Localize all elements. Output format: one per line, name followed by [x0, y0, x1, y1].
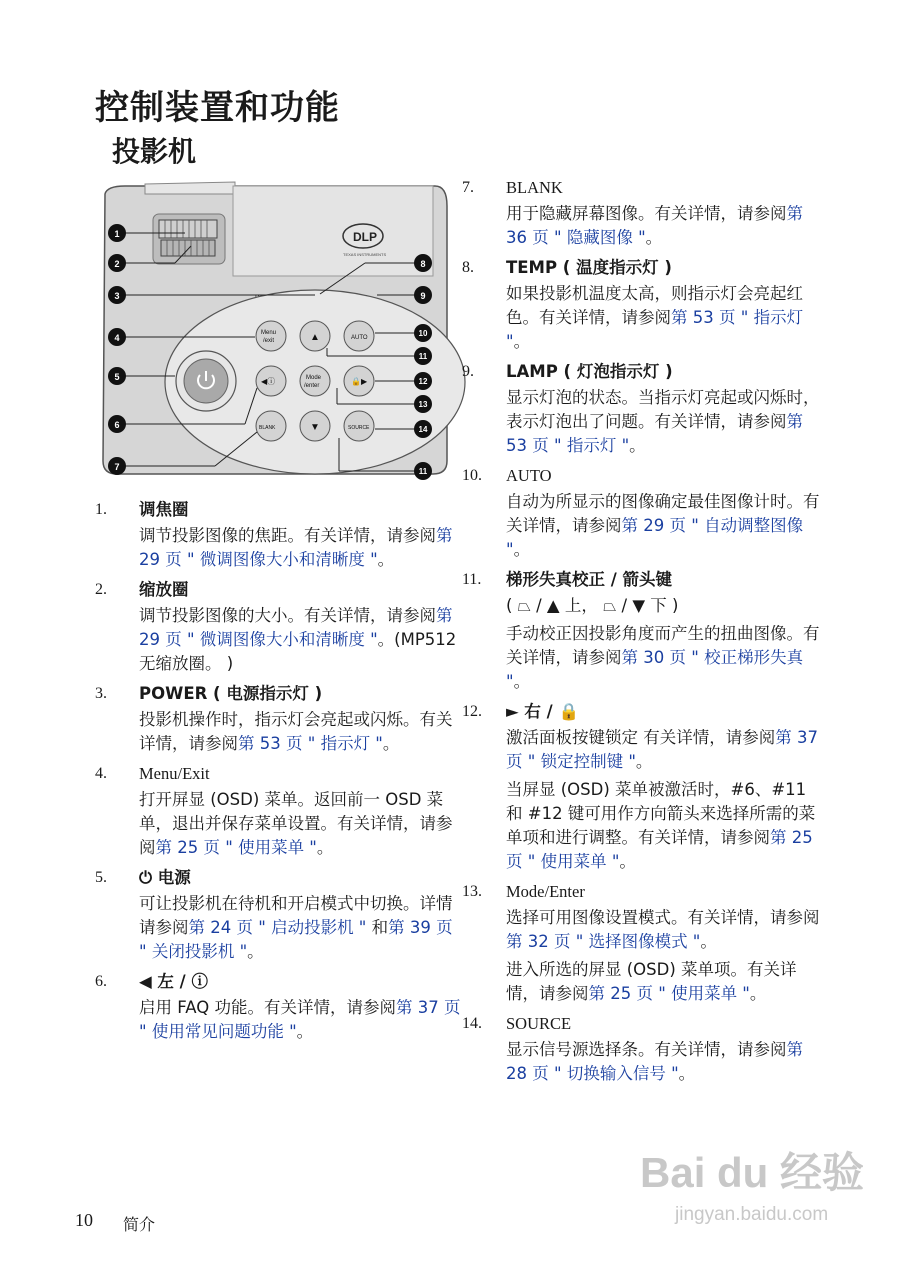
- item-description: [139, 708, 465, 756]
- svg-text:11: 11: [418, 467, 428, 476]
- description-text: 。: [513, 540, 531, 559]
- item-number: 14.: [462, 1015, 482, 1032]
- svg-text:12: 12: [418, 377, 428, 386]
- item-title: ◀ 左 / ⓘ: [139, 972, 208, 991]
- description-text: 进入所选的屏显 (OSD) 菜单项。有关详情，请参阅: [506, 960, 797, 1003]
- cross-reference-link[interactable]: 第 53 页 " 指示灯 ": [506, 412, 803, 455]
- description-text: 调节投影图像的大小。有关详情，请参阅: [139, 606, 436, 625]
- item-description: [139, 892, 465, 964]
- description-text: 自动为所显示的图像确定最佳图像计时。有关详情，请参阅: [506, 492, 820, 535]
- description-text: ( ⏢ / ▲ 上， ⏢ / ▼ 下 ): [506, 596, 679, 615]
- svg-text:Menu: Menu: [261, 330, 277, 336]
- list-item: [95, 970, 465, 1044]
- item-description: [506, 202, 822, 250]
- svg-text:/exit: /exit: [263, 338, 275, 344]
- item-title: ► 右 / 🔒: [506, 702, 579, 721]
- description-text: 。(MP512 无缩放圈。 ): [139, 630, 457, 673]
- svg-text:5: 5: [114, 372, 120, 382]
- left-column: [95, 498, 465, 1050]
- item-number: 7.: [462, 179, 474, 196]
- svg-text:11: 11: [418, 352, 428, 361]
- description-text: 。: [749, 984, 767, 1003]
- menu-exit-button[interactable]: [256, 321, 286, 351]
- cross-reference-link[interactable]: 第 36 页 " 隐藏图像 ": [506, 204, 803, 247]
- right-column: [462, 176, 822, 1092]
- cross-reference-link[interactable]: 第 29 页 " 自动调整图像 ": [506, 516, 804, 559]
- item-number: 8.: [462, 259, 474, 276]
- keystone-down-button[interactable]: [300, 411, 330, 441]
- description-text: 当屏显 (OSD) 菜单被激活时，#6、#11 和 #12 键可用作方向箭头来选择所需的菜单项和进行调整。有关详情，请参阅: [506, 780, 816, 847]
- svg-text:SOURCE: SOURCE: [348, 425, 370, 431]
- list-item: [95, 578, 465, 676]
- item-description: [506, 726, 822, 774]
- description-text: 。: [629, 436, 646, 455]
- watermark-url: jingyan.baidu.com: [675, 1204, 829, 1225]
- item-title: 缩放圈: [139, 580, 189, 599]
- description-text: 调节投影图像的焦距。有关详情，请参阅: [139, 526, 436, 545]
- ti-logo-text: TEXAS INSTRUMENTS: [343, 252, 387, 257]
- cross-reference-link[interactable]: 第 28 页 " 切换输入信号 ": [506, 1040, 803, 1083]
- svg-text:7: 7: [114, 462, 120, 472]
- cross-reference-link[interactable]: 第 53 页 " 指示灯 ": [238, 734, 383, 753]
- svg-text:BLANK: BLANK: [259, 425, 276, 431]
- description-text: 。: [247, 942, 264, 961]
- list-item: [95, 682, 465, 756]
- page-subheading: 投影机: [112, 135, 197, 168]
- cross-reference-link[interactable]: 第 25 页 " 使用菜单 ": [506, 828, 813, 871]
- item-title: ⏻ 电源: [139, 868, 191, 887]
- svg-text:/enter: /enter: [304, 383, 320, 389]
- description-text: 。: [377, 550, 395, 569]
- item-number: 1.: [95, 501, 107, 518]
- item-title: BLANK: [506, 178, 563, 197]
- item-description: [506, 622, 822, 694]
- cross-reference-link[interactable]: 第 25 页 " 使用菜单 ": [155, 838, 317, 857]
- item-number: 13.: [462, 883, 482, 900]
- cross-reference-link[interactable]: 第 24 页 " 启动投影机 ": [188, 918, 367, 937]
- item-number: 10.: [462, 467, 482, 484]
- auto-button[interactable]: [344, 321, 374, 351]
- item-number: 2.: [95, 581, 107, 598]
- keystone-up-button[interactable]: [300, 321, 330, 351]
- list-item: [462, 360, 822, 458]
- item-title: 调焦圈: [139, 500, 189, 519]
- description-text: 激活面板按键锁定 有关详情，请参阅: [506, 728, 776, 747]
- cross-reference-link[interactable]: 第 32 页 " 选择图像模式 ": [506, 932, 701, 951]
- item-title: POWER ( 电源指示灯 ): [139, 684, 323, 703]
- cross-reference-link[interactable]: 第 37 页 " 使用常见问题功能 ": [139, 998, 461, 1041]
- projector-control-diagram: [95, 176, 475, 484]
- cross-reference-link[interactable]: 第 29 页 " 微调图像大小和清晰度 ": [139, 606, 453, 649]
- power-button[interactable]: [176, 351, 236, 411]
- description-text: 。: [645, 228, 663, 247]
- description-text: 选择可用图像设置模式。有关详情，请参阅: [506, 908, 820, 927]
- cross-reference-link[interactable]: 第 30 页 " 校正梯形失真 ": [506, 648, 804, 691]
- list-item: [462, 568, 822, 694]
- list-item: [95, 762, 465, 860]
- description-text: 显示信号源选择条。有关详情，请参阅: [506, 1040, 787, 1059]
- description-text: 用于隐藏屏幕图像。有关详情，请参阅: [506, 204, 787, 223]
- svg-text:6: 6: [114, 420, 120, 430]
- list-item: [95, 498, 465, 572]
- section-name: 简介: [123, 1215, 156, 1234]
- list-item: [462, 256, 822, 354]
- svg-text:🔒▶: 🔒▶: [351, 377, 368, 386]
- description-text: 手动校正因投影角度而产生的扭曲图像。有关详情，请参阅: [506, 624, 820, 667]
- description-text: 如果投影机温度太高，则指示灯会亮起红色。有关详情，请参阅: [506, 284, 803, 327]
- description-text: 。: [513, 332, 531, 351]
- blank-button[interactable]: [256, 411, 286, 441]
- item-number: 3.: [95, 685, 107, 702]
- item-title: AUTO: [506, 466, 552, 485]
- source-button[interactable]: [344, 411, 374, 441]
- svg-text:9: 9: [420, 291, 426, 301]
- description-text: 。: [678, 1064, 696, 1083]
- page-heading: 控制装置和功能: [95, 88, 340, 128]
- description-text: 打开屏显 (OSD) 菜单。返回前一 OSD 菜单，退出并保存菜单设置。有关详情，请参阅: [139, 790, 453, 857]
- list-item: [462, 880, 822, 1006]
- svg-text:1: 1: [114, 229, 120, 239]
- watermark: [640, 1140, 870, 1250]
- dlp-logo-text: DLP: [353, 230, 377, 244]
- description-text: 。: [382, 734, 400, 753]
- svg-text:8: 8: [420, 259, 426, 269]
- item-title: Menu/Exit: [139, 764, 210, 783]
- item-number: 11.: [462, 571, 482, 588]
- watermark-logo: Bai du 经验: [640, 1149, 865, 1196]
- cross-reference-link[interactable]: 第 29 页 " 微调图像大小和清晰度 ": [139, 526, 453, 569]
- item-description: [506, 778, 822, 874]
- item-title: LAMP ( 灯泡指示灯 ): [506, 362, 673, 381]
- item-description: [139, 996, 465, 1044]
- item-number: 9.: [462, 363, 474, 380]
- list-item: [462, 700, 822, 874]
- description-text: 投影机操作时，指示灯会亮起或闪烁。有关详情，请参阅: [139, 710, 453, 753]
- item-description: [506, 1038, 822, 1086]
- list-item: [462, 176, 822, 250]
- left-faq-button[interactable]: [256, 366, 286, 396]
- description-text: 和: [366, 918, 389, 937]
- item-description: [139, 788, 465, 860]
- svg-text:4: 4: [114, 333, 120, 343]
- item-number: 4.: [95, 765, 107, 782]
- item-description: [506, 906, 822, 954]
- list-item: [462, 1012, 822, 1086]
- item-description: [506, 386, 822, 458]
- right-lock-button[interactable]: [344, 366, 374, 396]
- item-description: [139, 524, 465, 572]
- page-number: 10: [75, 1210, 93, 1230]
- description-text: 。: [619, 852, 636, 871]
- item-description: [506, 958, 822, 1006]
- svg-text:▼: ▼: [310, 422, 320, 433]
- description-text: 启用 FAQ 功能。有关详情，请参阅: [139, 998, 396, 1017]
- description-text: 。: [296, 1022, 314, 1041]
- svg-text:AUTO: AUTO: [351, 335, 368, 341]
- description-text: 。: [635, 752, 653, 771]
- item-title: SOURCE: [506, 1014, 572, 1033]
- list-item: [95, 866, 465, 964]
- item-description: [506, 490, 822, 562]
- item-number: 6.: [95, 973, 107, 990]
- description-text: 可让投影机在待机和开启模式中切换。详情请参阅: [139, 894, 453, 937]
- svg-text:3: 3: [114, 291, 120, 301]
- svg-text:13: 13: [418, 400, 428, 409]
- description-text: 显示灯泡的状态。当指示灯亮起或闪烁时，表示灯泡出了问题。有关详情，请参阅: [506, 388, 820, 431]
- cross-reference-link[interactable]: 第 39 页 " 关闭投影机 ": [139, 918, 453, 961]
- item-description: [506, 282, 822, 354]
- svg-text:10: 10: [418, 329, 428, 338]
- item-description: [506, 594, 822, 618]
- description-text: 。: [700, 932, 717, 951]
- item-number: 12.: [462, 703, 482, 720]
- svg-text:14: 14: [418, 425, 428, 434]
- svg-text:Mode: Mode: [306, 375, 322, 381]
- svg-text:▲: ▲: [310, 332, 320, 343]
- cross-reference-link[interactable]: 第 25 页 " 使用菜单 ": [588, 984, 750, 1003]
- mode-enter-button[interactable]: [300, 366, 330, 396]
- item-title: TEMP ( 温度指示灯 ): [506, 258, 672, 277]
- description-text: 。: [316, 838, 334, 857]
- item-title: Mode/Enter: [506, 882, 585, 901]
- item-number: 5.: [95, 869, 107, 886]
- svg-text:◀ⓘ: ◀ⓘ: [261, 377, 276, 386]
- item-title: 梯形失真校正 / 箭头键: [506, 570, 673, 589]
- list-item: [462, 464, 822, 562]
- item-description: [139, 604, 465, 676]
- cross-reference-link[interactable]: 第 53 页 " 指示灯 ": [506, 308, 804, 351]
- svg-text:2: 2: [114, 259, 120, 269]
- description-text: 。: [513, 672, 531, 691]
- cross-reference-link[interactable]: 第 37 页 " 锁定控制键 ": [506, 728, 818, 771]
